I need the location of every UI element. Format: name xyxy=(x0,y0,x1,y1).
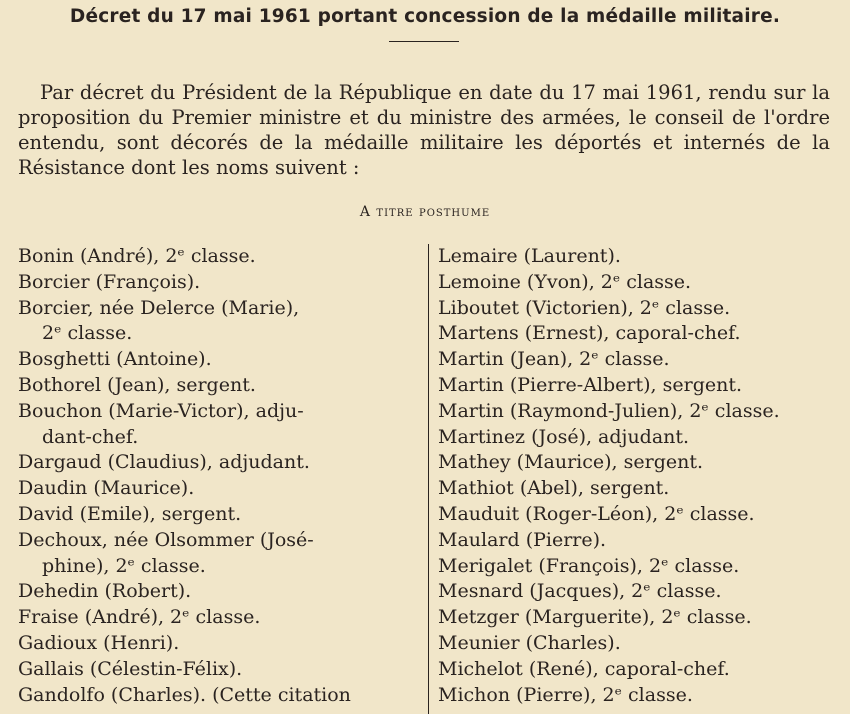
list-item: dant-chef. xyxy=(42,425,139,448)
list-item: Fraise (André), 2ᵉ classe. xyxy=(18,606,261,629)
list-item: Mathiot (Abel), sergent. xyxy=(438,477,670,500)
list-item: Martinez (José), adjudant. xyxy=(438,425,690,448)
list-item: Martin (Jean), 2ᵉ classe. xyxy=(438,348,670,371)
list-item: Gadioux (Henri). xyxy=(18,631,180,654)
left-name-column xyxy=(18,244,420,708)
list-item: Lemaire (Laurent). xyxy=(438,245,621,267)
list-item: Metzger (Marguerite), 2ᵉ classe. xyxy=(438,606,752,629)
list-item: Bouchon (Marie-Victor), adju- xyxy=(18,399,304,422)
list-item: Borcier, née Delerce (Marie), xyxy=(18,296,300,319)
list-item: Martin (Raymond-Julien), 2ᵉ classe. xyxy=(438,399,780,422)
list-item: 2ᵉ classe. xyxy=(42,322,133,345)
list-item: David (Emile), sergent. xyxy=(18,502,242,525)
list-item: Bosghetti (Antoine). xyxy=(18,348,212,371)
title-rule xyxy=(389,41,459,42)
list-item: Dehedin (Robert). xyxy=(18,580,192,603)
decree-intro: Par décret du Président de la République en date du 17 mai 1961, rendu sur la proposition du Premier ministre et du ministre des armées, le conseil de l'ordre entendu, sont décorés de la médaille militaire les déportés et internés de la Résistance dont les noms suivent : xyxy=(18,81,830,179)
section-heading: A titre posthume xyxy=(359,204,491,220)
decree-title: Décret du 17 mai 1961 portant concession de la médaille militaire. xyxy=(69,6,781,27)
list-item: Michelot (René), caporal-chef. xyxy=(438,657,730,680)
list-item: phine), 2ᵉ classe. xyxy=(42,554,206,577)
list-item: Merigalet (François), 2ᵉ classe. xyxy=(438,554,740,577)
list-item: Borcier (François). xyxy=(18,270,201,293)
list-item: Meunier (Charles). xyxy=(438,631,621,654)
list-item: Martin (Pierre-Albert), sergent. xyxy=(438,373,743,396)
list-item: Maulard (Pierre). xyxy=(438,528,607,551)
list-item: Mauduit (Roger-Léon), 2ᵉ classe. xyxy=(438,502,755,525)
list-item: Martens (Ernest), caporal-chef. xyxy=(438,322,741,345)
list-item: Gallais (Célestin-Félix). xyxy=(18,657,243,680)
column-divider xyxy=(428,244,429,714)
right-name-column xyxy=(438,244,838,708)
list-item: Michon (Pierre), 2ᵉ classe. xyxy=(438,683,693,706)
list-item: Daudin (Maurice). xyxy=(18,477,195,500)
list-item: Bothorel (Jean), sergent. xyxy=(18,373,256,396)
list-item: Bonin (André), 2ᵉ classe. xyxy=(18,245,256,267)
list-item: Lemoine (Yvon), 2ᵉ classe. xyxy=(438,270,692,293)
list-item: Dargaud (Claudius), adjudant. xyxy=(18,451,310,474)
list-item: Mathey (Maurice), sergent. xyxy=(438,451,704,474)
list-item: Dechoux, née Olsommer (José- xyxy=(18,528,314,551)
list-item: Mesnard (Jacques), 2ᵉ classe. xyxy=(438,580,722,603)
list-item: Gandolfo (Charles). (Cette citation xyxy=(18,683,351,706)
list-item: Liboutet (Victorien), 2ᵉ classe. xyxy=(438,296,731,319)
